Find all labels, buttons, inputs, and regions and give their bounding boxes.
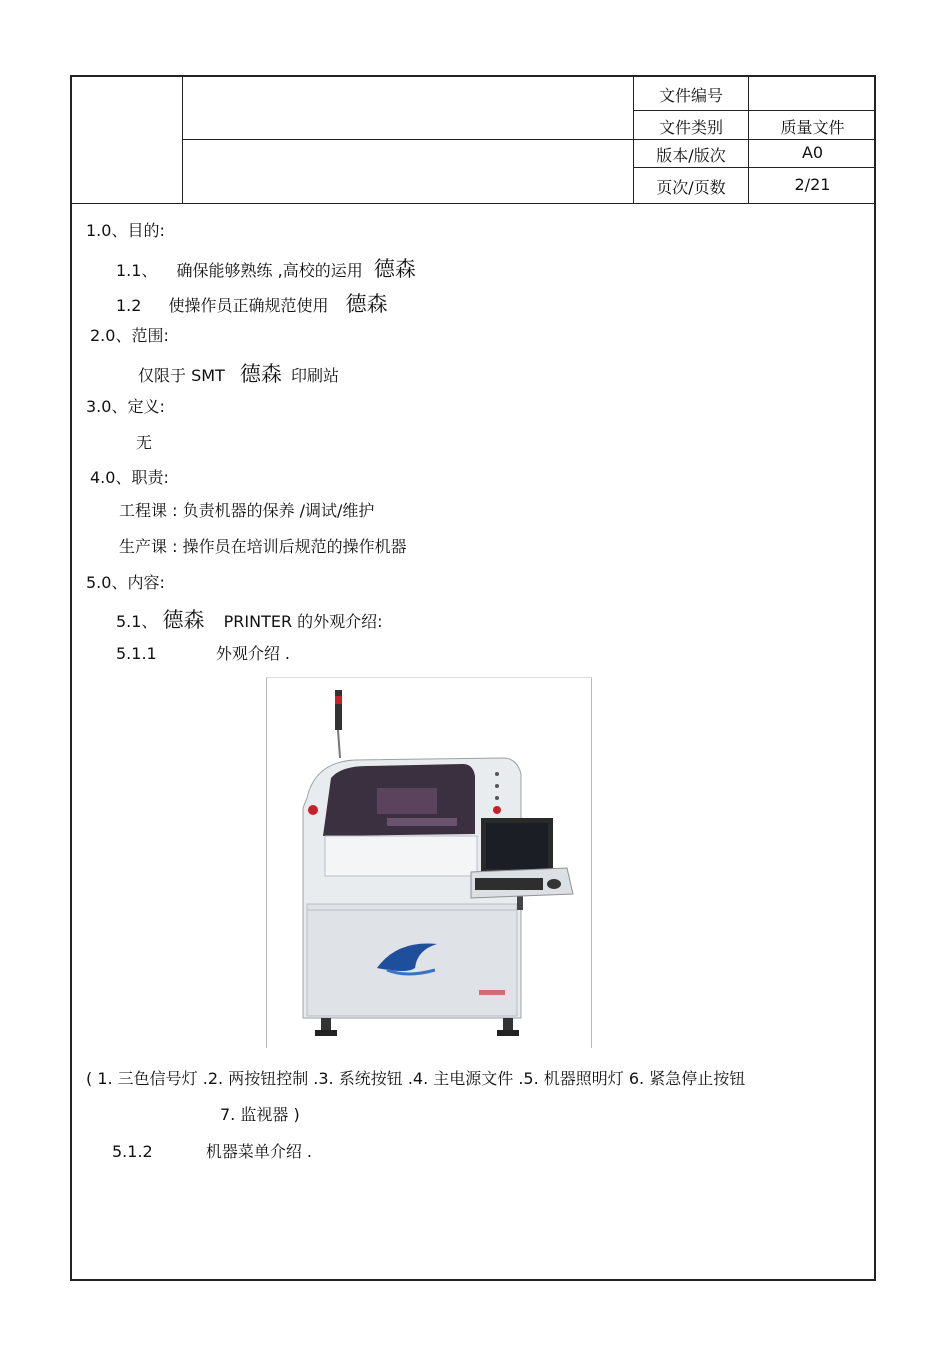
page-value: 2/21 [794,175,831,194]
item-text: 机器菜单介绍 . [205,1142,312,1161]
header-rule [633,167,876,168]
item-text: PRINTER 的外观介绍: [223,612,383,631]
brand-name: 德森 [373,257,416,281]
section-scope-heading: 2.0、范围: [90,326,169,345]
version-value: A0 [801,143,824,162]
item-number: 5.1.2 [112,1142,153,1161]
doc-category-label: 文件类别 [658,118,723,137]
brand-name: 德森 [345,292,388,316]
emergency-stop-icon [308,805,318,815]
section-definition-heading: 3.0、定义: [86,397,165,416]
header-rule [633,110,876,111]
section-responsibility-heading: 4.0、职责: [90,468,169,487]
scope-prefix: 仅限于 SMT [138,366,225,385]
photo-caption-line2: 7. 监视器 ) [220,1105,300,1124]
item-number: 1.2 [116,296,142,315]
page-label: 页次/页数 [656,178,726,197]
item-number: 5.1.1 [116,644,157,663]
item-5-1-1 [116,641,290,664]
printer-illustration [267,678,591,1048]
item-text: 确保能够熟练 ,高校的运用 [176,261,363,280]
item-number: 5.1、 [116,612,158,631]
definition-text: 无 [136,433,153,452]
responsibility-engineering: 工程课 : 负责机器的保养 /调试/维护 [119,501,375,520]
header-bottom-rule [72,203,876,204]
doc-category-value: 质量文件 [780,118,845,137]
printer-photo [266,677,592,1048]
header-divider-logo [182,77,183,204]
photo-caption-line1: ( 1. 三色信号灯 .2. 两按钮控制 .3. 系统按钮 .4. 主电源文件 .5. 机器照明灯 6. 紧急停止按钮 [86,1069,746,1088]
item-5-1 [116,604,383,634]
item-1-1 [116,253,416,283]
doc-number-label: 文件编号 [658,86,723,105]
section-purpose-heading: 1.0、目的: [86,221,165,240]
brand-name: 德森 [239,362,282,386]
brand-name: 德森 [162,608,205,632]
item-text: 外观介绍 . [215,644,290,663]
header-rule [182,139,876,140]
section-content-heading: 5.0、内容: [86,573,165,592]
item-1-2 [116,288,388,318]
responsibility-production: 生产课 : 操作员在培训后规范的操作机器 [119,537,407,556]
scope-text [138,358,339,388]
mouse-icon [547,879,561,889]
scope-suffix: 印刷站 [291,366,340,385]
item-text: 使操作员正确规范使用 [168,296,329,315]
keyboard-icon [475,878,543,890]
version-label: 版本/版次 [656,146,726,165]
item-number: 1.1、 [116,261,158,280]
item-5-1-2 [112,1139,312,1162]
